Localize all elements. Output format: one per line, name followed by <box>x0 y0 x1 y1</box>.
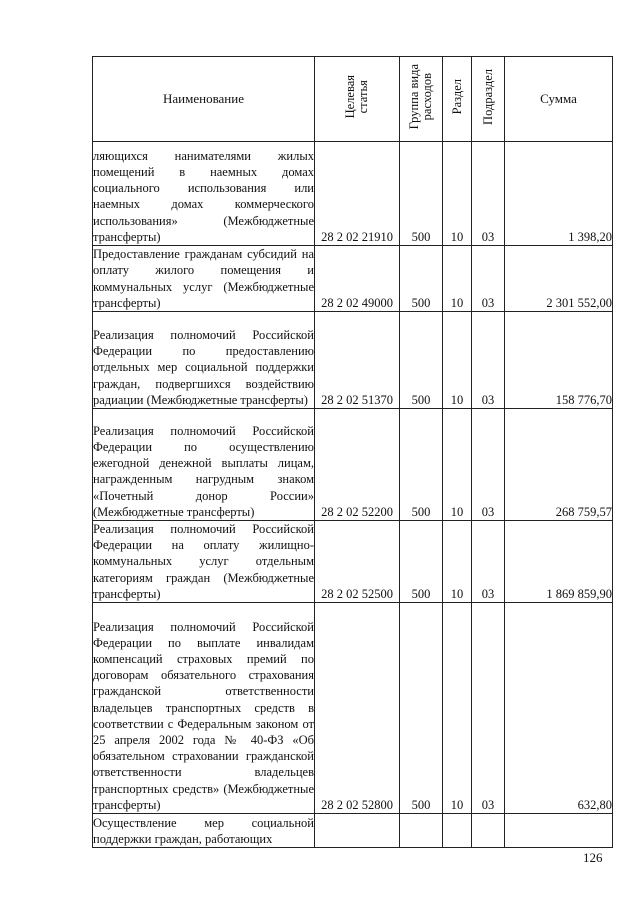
row-group: 500 <box>400 603 443 814</box>
row-section: 10 <box>443 312 472 409</box>
header-target-label: Целевая статья <box>343 75 370 119</box>
row-target-code <box>315 814 400 848</box>
row-sum: 2 301 552,00 <box>505 246 613 312</box>
row-target-code: 28 2 02 51370 <box>315 312 400 409</box>
table-row <box>93 521 613 603</box>
row-section: 10 <box>443 246 472 312</box>
table-header-row <box>93 57 613 142</box>
row-section: 10 <box>443 142 472 246</box>
header-name: Наименование <box>93 57 315 142</box>
row-subsection: 03 <box>472 603 505 814</box>
row-section: 10 <box>443 409 472 521</box>
table-row <box>93 142 613 246</box>
row-group <box>400 814 443 848</box>
row-name: Реализация полномочий Российской Федерации по осуществлению ежегодной денежной выплаты лицам, награжденным нагрудным знаком «Почетный донор России» (Межбюджетные трансферты) <box>93 409 315 521</box>
row-subsection: 03 <box>472 521 505 603</box>
row-subsection: 03 <box>472 142 505 246</box>
page-number: 126 <box>583 850 603 865</box>
row-subsection: 03 <box>472 409 505 521</box>
row-sum: 1 398,20 <box>505 142 613 246</box>
row-sum: 632,80 <box>505 603 613 814</box>
header-group <box>400 57 443 142</box>
row-section: 10 <box>443 603 472 814</box>
row-group: 500 <box>400 409 443 521</box>
header-subsection <box>472 57 505 142</box>
row-group: 500 <box>400 312 443 409</box>
header-section-label: Раздел <box>449 79 464 115</box>
budget-table <box>92 56 613 848</box>
row-group: 500 <box>400 246 443 312</box>
row-name: Реализация полномочий Российской Федерации по предоставлению отдельных мер социальной поддержки граждан, подвергшихся воздействию радиации (Межбюджетные трансферты) <box>93 312 315 409</box>
table-row <box>93 409 613 521</box>
row-sum: 158 776,70 <box>505 312 613 409</box>
row-group: 500 <box>400 142 443 246</box>
header-target <box>315 57 400 142</box>
table-row <box>93 814 613 848</box>
header-section <box>443 57 472 142</box>
row-name: ляющихся нанимателями жилых помещений в наемных домах социального использования или наемных домах коммерческого использования» (Межбюджетные трансферты) <box>93 142 315 246</box>
row-name: Осуществление мер социальной поддержки граждан, работающих <box>93 814 315 848</box>
row-section: 10 <box>443 521 472 603</box>
row-sum <box>505 814 613 848</box>
row-target-code: 28 2 02 52500 <box>315 521 400 603</box>
row-subsection: 03 <box>472 312 505 409</box>
row-target-code: 28 2 02 52200 <box>315 409 400 521</box>
header-sum: Сумма <box>505 57 613 142</box>
table-row <box>93 603 613 814</box>
row-group: 500 <box>400 521 443 603</box>
row-target-code: 28 2 02 49000 <box>315 246 400 312</box>
row-name: Реализация полномочий Российской Федерации по выплате инвалидам компенсаций страховых премий по договорам обязательного страхования гражданской ответственности владельцев транспортных средств в соответствии с Федеральным законом от 25 апреля 2002 года № 40-ФЗ «Об обязательном страховании гражданской ответственности владельцев транспортных средств» (Межбюджетные трансферты) <box>93 603 315 814</box>
row-section <box>443 814 472 848</box>
row-subsection <box>472 814 505 848</box>
table-row <box>93 312 613 409</box>
header-subsection-label: Подраздел <box>480 69 495 125</box>
row-target-code: 28 2 02 21910 <box>315 142 400 246</box>
row-name: Реализация полномочий Российской Федерации на оплату жилищно-коммунальных услуг отдельным категориям граждан (Межбюджетные трансферты) <box>93 522 314 601</box>
row-sum: 1 869 859,90 <box>505 521 613 603</box>
row-target-code: 28 2 02 52800 <box>315 603 400 814</box>
row-sum: 268 759,57 <box>505 409 613 521</box>
header-group-label: Группа вида расходов <box>407 64 434 130</box>
table-row <box>93 246 613 312</box>
row-subsection: 03 <box>472 246 505 312</box>
row-name: Предоставление гражданам субсидий на оплату жилого помещения и коммунальных услуг (Межбюджетные трансферты) <box>93 247 314 310</box>
